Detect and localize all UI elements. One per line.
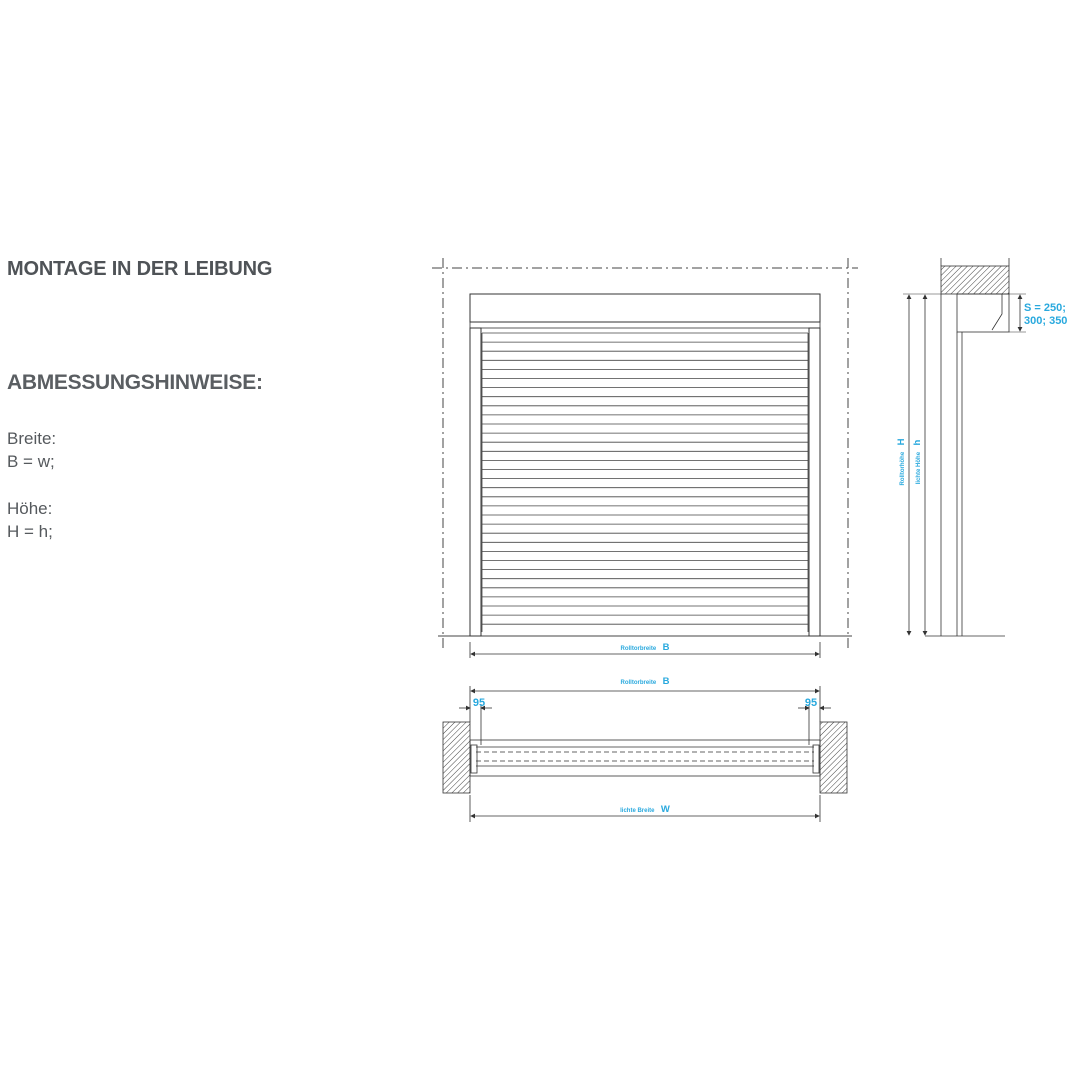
- clear-width-dimension: lichte Breite W: [620, 804, 670, 815]
- curtain-slats: [482, 333, 808, 632]
- width-note-label: Breite:: [7, 429, 57, 448]
- section-view: [891, 258, 1067, 636]
- height-note-formula: H = h;: [7, 522, 53, 541]
- height-note-label: Höhe:: [7, 499, 53, 518]
- front-width-dimension: Rolltorbreite B: [620, 642, 670, 653]
- plan-view: [443, 671, 847, 822]
- box-size-line1: S = 250;: [1024, 302, 1066, 314]
- section-subtitle: ABMESSUNGSHINWEISE:: [7, 371, 263, 394]
- plan-width-dimension: Rolltorbreite B: [620, 676, 670, 687]
- width-note-formula: B = w;: [7, 452, 55, 471]
- clear-height-dimension: lichte Höhe h: [912, 439, 923, 485]
- door-height-dimension: Rolltorhöhe H: [896, 438, 907, 486]
- box-size-line2: 300; 350: [1024, 315, 1068, 327]
- offset-left-dimension: 95: [472, 697, 486, 709]
- page-title: MONTAGE IN DER LEIBUNG: [7, 258, 273, 280]
- front-view: [432, 258, 858, 658]
- offset-right-dimension: 95: [804, 697, 818, 709]
